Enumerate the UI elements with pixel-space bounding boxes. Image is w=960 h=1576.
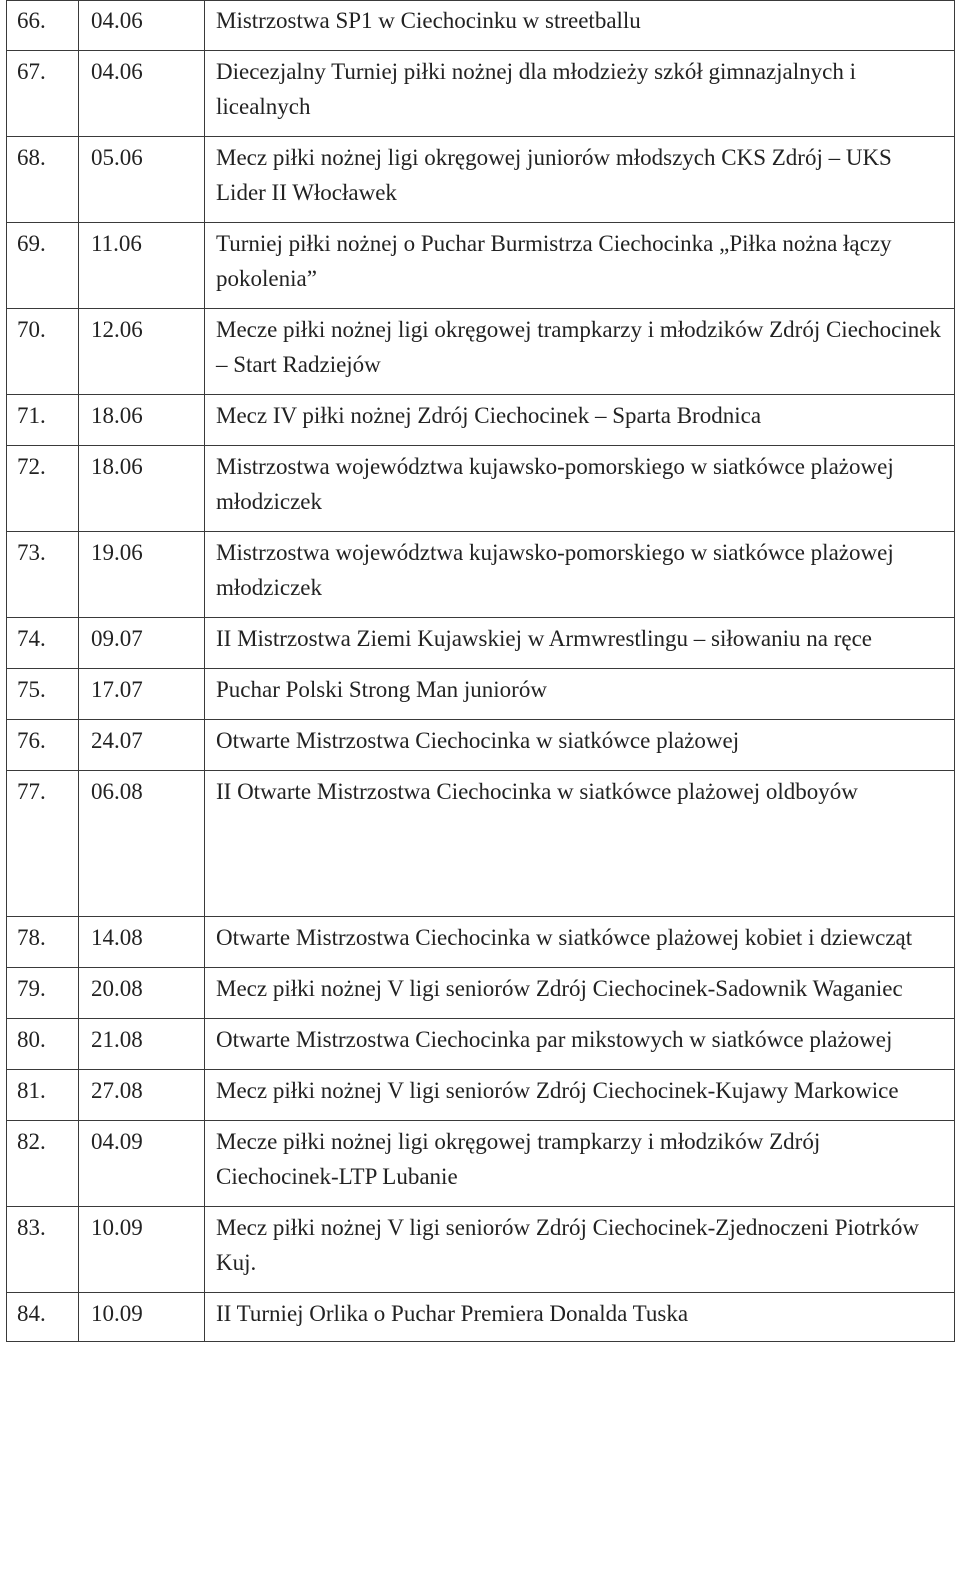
event-date: 09.07	[79, 618, 205, 669]
event-date: 04.06	[79, 51, 205, 137]
table-row	[7, 309, 955, 395]
event-name: Mecze piłki nożnej ligi okręgowej trampkarzy i młodzików Zdrój Ciechocinek-LTP Lubanie	[205, 1121, 955, 1207]
event-date: 04.06	[79, 1, 205, 51]
event-number: 70.	[7, 309, 79, 395]
table-row	[7, 968, 955, 1019]
event-name: Mistrzostwa SP1 w Ciechocinku w streetballu	[205, 1, 955, 51]
event-number: 68.	[7, 137, 79, 223]
table-row	[7, 532, 955, 618]
event-name: Mistrzostwa województwa kujawsko-pomorskiego w siatkówce plażowej młodziczek	[205, 446, 955, 532]
event-name: Mecz IV piłki nożnej Zdrój Ciechocinek – Sparta Brodnica	[205, 395, 955, 446]
event-number: 79.	[7, 968, 79, 1019]
table-row	[7, 446, 955, 532]
event-name: Mecz piłki nożnej ligi okręgowej juniorów młodszych CKS Zdrój – UKS Lider II Włocławek	[205, 137, 955, 223]
table-row	[7, 395, 955, 446]
event-name: Puchar Polski Strong Man juniorów	[205, 669, 955, 720]
events-table	[6, 0, 955, 1342]
table-row	[7, 1293, 955, 1342]
event-name: Mecz piłki nożnej V ligi seniorów Zdrój Ciechocinek-Sadownik Waganiec	[205, 968, 955, 1019]
event-number: 72.	[7, 446, 79, 532]
event-number: 77.	[7, 771, 79, 917]
event-date: 04.09	[79, 1121, 205, 1207]
event-date: 11.06	[79, 223, 205, 309]
event-number: 80.	[7, 1019, 79, 1070]
event-date: 21.08	[79, 1019, 205, 1070]
event-date: 17.07	[79, 669, 205, 720]
event-name: Mecze piłki nożnej ligi okręgowej trampkarzy i młodzików Zdrój Ciechocinek – Start Radziejów	[205, 309, 955, 395]
table-row	[7, 720, 955, 771]
event-number: 83.	[7, 1207, 79, 1293]
event-name: II Otwarte Mistrzostwa Ciechocinka w siatkówce plażowej oldboyów	[205, 771, 955, 917]
event-number: 71.	[7, 395, 79, 446]
event-date: 14.08	[79, 917, 205, 968]
table-row	[7, 917, 955, 968]
event-number: 81.	[7, 1070, 79, 1121]
event-number: 78.	[7, 917, 79, 968]
table-row	[7, 1070, 955, 1121]
event-number: 69.	[7, 223, 79, 309]
table-row	[7, 618, 955, 669]
event-date: 12.06	[79, 309, 205, 395]
event-name: Otwarte Mistrzostwa Ciechocinka w siatkówce plażowej	[205, 720, 955, 771]
event-date: 10.09	[79, 1293, 205, 1342]
table-row	[7, 51, 955, 137]
event-date: 24.07	[79, 720, 205, 771]
table-row	[7, 1019, 955, 1070]
event-date: 19.06	[79, 532, 205, 618]
event-name: Otwarte Mistrzostwa Ciechocinka w siatkówce plażowej kobiet i dziewcząt	[205, 917, 955, 968]
table-row	[7, 1121, 955, 1207]
table-row	[7, 1207, 955, 1293]
event-date: 20.08	[79, 968, 205, 1019]
event-number: 76.	[7, 720, 79, 771]
event-number: 84.	[7, 1293, 79, 1342]
event-name: Diecezjalny Turniej piłki nożnej dla młodzieży szkół gimnazjalnych i licealnych	[205, 51, 955, 137]
table-row	[7, 1, 955, 51]
event-number: 74.	[7, 618, 79, 669]
event-name: II Turniej Orlika o Puchar Premiera Donalda Tuska	[205, 1293, 955, 1342]
event-date: 27.08	[79, 1070, 205, 1121]
event-number: 73.	[7, 532, 79, 618]
event-name: Mecz piłki nożnej V ligi seniorów Zdrój Ciechocinek-Kujawy Markowice	[205, 1070, 955, 1121]
event-number: 75.	[7, 669, 79, 720]
event-name: II Mistrzostwa Ziemi Kujawskiej w Armwrestlingu – siłowaniu na ręce	[205, 618, 955, 669]
table-row	[7, 669, 955, 720]
event-name: Mecz piłki nożnej V ligi seniorów Zdrój Ciechocinek-Zjednoczeni Piotrków Kuj.	[205, 1207, 955, 1293]
event-number: 66.	[7, 1, 79, 51]
table-row	[7, 771, 955, 917]
event-number: 67.	[7, 51, 79, 137]
event-date: 10.09	[79, 1207, 205, 1293]
event-number: 82.	[7, 1121, 79, 1207]
table-row	[7, 223, 955, 309]
event-date: 05.06	[79, 137, 205, 223]
event-name: Otwarte Mistrzostwa Ciechocinka par mikstowych w siatkówce plażowej	[205, 1019, 955, 1070]
event-name: Turniej piłki nożnej o Puchar Burmistrza Ciechocinka „Piłka nożna łączy pokolenia”	[205, 223, 955, 309]
event-date: 18.06	[79, 446, 205, 532]
event-name: Mistrzostwa województwa kujawsko-pomorskiego w siatkówce plażowej młodziczek	[205, 532, 955, 618]
table-row	[7, 137, 955, 223]
event-date: 18.06	[79, 395, 205, 446]
event-date: 06.08	[79, 771, 205, 917]
